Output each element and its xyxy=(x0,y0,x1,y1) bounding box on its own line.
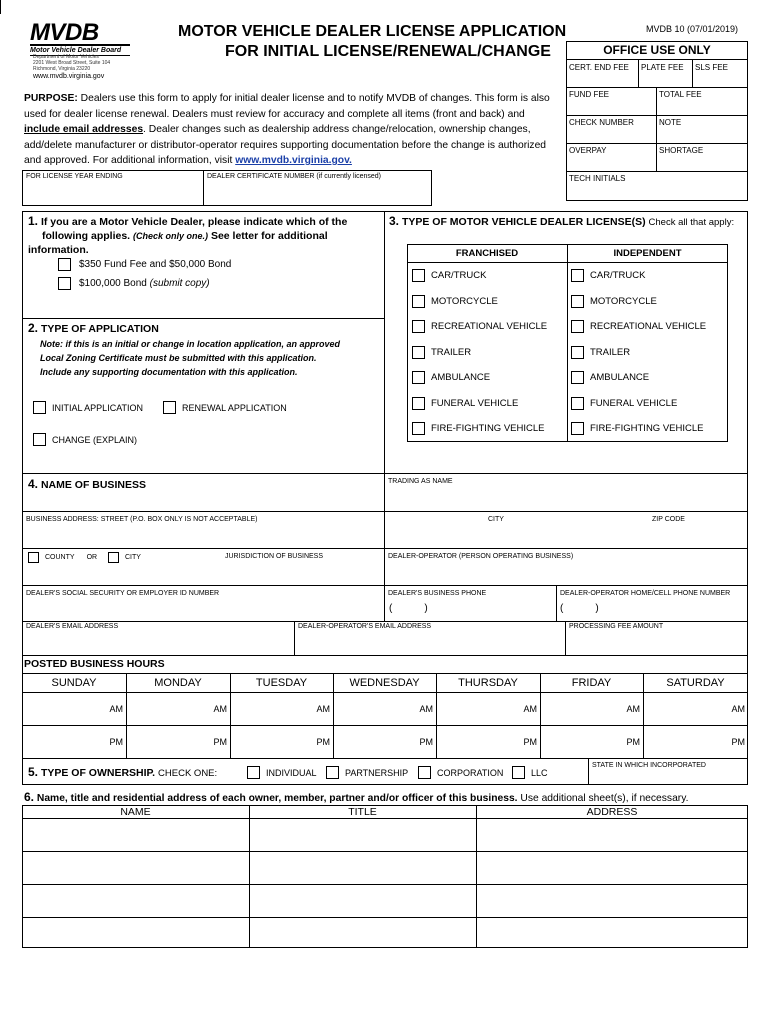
change-label: CHANGE (EXPLAIN) xyxy=(52,434,138,445)
day-saturday: SATURDAY xyxy=(666,677,725,689)
individual-checkbox[interactable] xyxy=(247,766,260,779)
friday-pm-field[interactable]: PM xyxy=(626,737,640,747)
thursday-am-field[interactable]: AM xyxy=(523,704,537,714)
independent-fire-fighting-vehicle-label: FIRE-FIGHTING VEHICLE xyxy=(590,423,704,434)
franchised-recreational-vehicle-option[interactable] xyxy=(412,320,547,333)
day-monday: MONDAY xyxy=(154,677,202,689)
initial-application-checkbox[interactable] xyxy=(33,401,46,414)
mvdb-logo xyxy=(30,19,130,56)
sunday-pm-field[interactable]: PM xyxy=(109,737,123,747)
partnership-option[interactable] xyxy=(326,766,408,779)
monday-pm-field[interactable]: PM xyxy=(213,737,227,747)
logo-text: MVDB xyxy=(30,19,99,46)
processing-fee-label: PROCESSING FEE AMOUNT xyxy=(569,623,664,630)
independent-trailer-checkbox[interactable] xyxy=(571,346,584,359)
franchised-motorcycle-label: MOTORCYCLE xyxy=(431,296,498,307)
franchised-car-truck-checkbox[interactable] xyxy=(412,269,425,282)
office-use-title: OFFICE USE ONLY xyxy=(603,43,711,57)
corporation-option[interactable] xyxy=(418,766,503,779)
fund-fee-bond-checkbox[interactable] xyxy=(58,258,71,271)
purpose-text1: Dealers use this form to apply for initial dealer license and to notify MVDB of changes. This form is also used for dealer license renewal. Dealers must review for accuracy and complete all items (front and back) and xyxy=(24,93,550,120)
franchised-fire-fighting-vehicle-checkbox[interactable] xyxy=(412,422,425,435)
fund-fee-bond-option[interactable] xyxy=(58,258,231,271)
day-wednesday: WEDNESDAY xyxy=(349,677,420,689)
ssn-ein-label: DEALER'S SOCIAL SECURITY OR EMPLOYER ID NUMBER xyxy=(26,590,220,597)
county-checkbox[interactable] xyxy=(28,552,39,563)
tech-initials-label: TECH INITIALS xyxy=(569,174,626,183)
friday-am-field[interactable]: AM xyxy=(626,704,640,714)
page-edge-mark xyxy=(0,0,1,14)
section3-heading: 3. TYPE OF MOTOR VEHICLE DEALER LICENSE(S) Check all that apply: xyxy=(389,214,735,228)
section6-heading: 6. Name, title and residential address of each owner, member, partner and/or officer of this business. Use additional sheet(s), if necessary. xyxy=(24,790,689,804)
tuesday-am-field[interactable]: AM xyxy=(316,704,330,714)
franchised-recreational-vehicle-label: RECREATIONAL VEHICLE xyxy=(431,321,548,332)
state-incorporated-label: STATE IN WHICH INCORPORATED xyxy=(592,762,706,769)
franchised-trailer-option[interactable] xyxy=(412,346,471,359)
franchised-header: FRANCHISED xyxy=(455,248,519,259)
corporation-label: CORPORATION xyxy=(437,767,504,778)
license-year-input[interactable] xyxy=(24,183,200,203)
tuesday-pm-field[interactable]: PM xyxy=(316,737,330,747)
day-sunday: SUNDAY xyxy=(51,677,97,689)
jurisdiction-label: JURISDICTION OF BUSINESS xyxy=(225,553,324,560)
city-checkbox[interactable] xyxy=(108,552,119,563)
operator-email-label: DEALER-OPERATOR'S EMAIL ADDRESS xyxy=(298,623,432,630)
cert-number-label: DEALER CERTIFICATE NUMBER (if currently licensed) xyxy=(207,173,381,180)
section4-heading: 4. NAME OF BUSINESS xyxy=(28,477,146,491)
or-label: OR xyxy=(86,554,98,561)
cert-number-input[interactable] xyxy=(205,183,429,203)
section1-heading: 1. If you are a Motor Vehicle Dealer, please indicate which of the following applies. (Check only one.) See letter for additional information. xyxy=(28,214,348,256)
independent-motorcycle-label: MOTORCYCLE xyxy=(590,296,657,307)
business-phone-area[interactable]: ( ) xyxy=(389,603,428,614)
change-option[interactable] xyxy=(33,433,137,446)
franchised-funeral-vehicle-checkbox[interactable] xyxy=(412,397,425,410)
franchised-funeral-vehicle-label: FUNERAL VEHICLE xyxy=(431,398,519,409)
independent-car-truck-option[interactable] xyxy=(571,269,645,282)
owners-table xyxy=(22,805,748,948)
address-line3: Richmond, Virginia 23220 xyxy=(33,66,91,72)
purpose-text2: . Dealer changes such as dealership address change/relocation, ownership changes, add/delete manufacturer or distributor-operator requires supporting documentation before the change is authorized and approved. For additional information, visit xyxy=(24,124,547,166)
change-checkbox[interactable] xyxy=(33,433,46,446)
trading-as-label: TRADING AS NAME xyxy=(388,478,453,485)
logo-subtitle: Motor Vehicle Dealer Board xyxy=(30,44,130,56)
address-line1: Department of Motor Vehicles xyxy=(33,54,99,60)
llc-checkbox[interactable] xyxy=(512,766,525,779)
independent-car-truck-checkbox[interactable] xyxy=(571,269,584,282)
franchised-ambulance-label: AMBULANCE xyxy=(431,372,491,383)
county-label: COUNTY xyxy=(45,554,75,561)
form-number: MVDB 10 (07/01/2019) xyxy=(646,24,739,34)
owners-col-title: TITLE xyxy=(348,806,377,818)
section2-heading: 2. TYPE OF APPLICATION xyxy=(28,321,159,335)
business-phone-label: DEALER'S BUSINESS PHONE xyxy=(388,590,487,597)
operator-phone-area[interactable]: ( ) xyxy=(560,603,599,614)
independent-motorcycle-option[interactable] xyxy=(571,295,657,308)
independent-funeral-vehicle-checkbox[interactable] xyxy=(571,397,584,410)
board-address xyxy=(33,54,110,72)
independent-ambulance-option[interactable] xyxy=(571,371,649,384)
board-website: www.mvdb.virginia.gov xyxy=(33,73,105,80)
purpose-label: PURPOSE: xyxy=(24,93,78,104)
business-hours-title: POSTED BUSINESS HOURS xyxy=(24,658,165,670)
cert-end-fee-label: CERT. END FEE xyxy=(569,63,629,72)
plate-fee-label: PLATE FEE xyxy=(641,63,684,72)
independent-ambulance-label: AMBULANCE xyxy=(590,372,650,383)
check-number-label: CHECK NUMBER xyxy=(569,118,634,127)
independent-recreational-vehicle-checkbox[interactable] xyxy=(571,320,584,333)
city-option[interactable] xyxy=(108,552,141,563)
llc-option[interactable] xyxy=(512,766,548,779)
independent-recreational-vehicle-label: RECREATIONAL VEHICLE xyxy=(590,321,707,332)
purpose-paragraph xyxy=(24,91,554,169)
zip-label: ZIP CODE xyxy=(652,516,685,523)
independent-header: INDEPENDENT xyxy=(613,248,682,259)
license-year-label: FOR LICENSE YEAR ENDING xyxy=(26,173,123,180)
independent-funeral-vehicle-option[interactable] xyxy=(571,397,677,410)
mvdb-website-link[interactable]: www.mvdb.virginia.gov. xyxy=(235,155,352,166)
purpose-emphasis: include email addresses xyxy=(24,124,144,135)
day-friday: FRIDAY xyxy=(571,677,612,689)
business-address-label: BUSINESS ADDRESS: STREET (P.O. BOX ONLY IS NOT ACCEPTABLE) xyxy=(26,516,258,523)
partnership-checkbox[interactable] xyxy=(326,766,339,779)
franchised-car-truck-label: CAR/TRUCK xyxy=(431,270,487,281)
dealer-email-label: DEALER'S EMAIL ADDRESS xyxy=(26,623,119,630)
independent-car-truck-label: CAR/TRUCK xyxy=(590,270,646,281)
renewal-application-option[interactable] xyxy=(163,401,287,414)
corporation-checkbox[interactable] xyxy=(418,766,431,779)
franchised-car-truck-option[interactable] xyxy=(412,269,486,282)
independent-fire-fighting-vehicle-checkbox[interactable] xyxy=(571,422,584,435)
owners-col-address: ADDRESS xyxy=(586,806,638,818)
franchised-fire-fighting-vehicle-option[interactable] xyxy=(412,422,544,435)
section2-note: Note: if this is an initial or change in location application, an approved Local Zoning Certificate must be submitted with this application. Include any supporting documentation with this application. xyxy=(40,339,341,377)
franchised-recreational-vehicle-checkbox[interactable] xyxy=(412,320,425,333)
section5-heading: 5. TYPE OF OWNERSHIP. CHECK ONE: xyxy=(28,765,218,779)
franchised-motorcycle-checkbox[interactable] xyxy=(412,295,425,308)
monday-am-field[interactable]: AM xyxy=(213,704,227,714)
renewal-application-label: RENEWAL APPLICATION xyxy=(182,402,287,413)
overpay-label: OVERPAY xyxy=(569,146,607,155)
form-title-line2: FOR INITIAL LICENSE/RENEWAL/CHANGE xyxy=(225,43,551,60)
fund-fee-bond-label: $350 Fund Fee and $50,000 Bond xyxy=(79,259,232,270)
franchised-funeral-vehicle-option[interactable] xyxy=(412,397,518,410)
saturday-pm-field[interactable]: PM xyxy=(731,737,745,747)
shortage-label: SHORTAGE xyxy=(659,146,704,155)
city-label: CITY xyxy=(488,516,504,523)
day-tuesday: TUESDAY xyxy=(255,677,308,689)
dealer-operator-label: DEALER-OPERATOR (PERSON OPERATING BUSINESS) xyxy=(388,553,574,560)
franchised-fire-fighting-vehicle-label: FIRE-FIGHTING VEHICLE xyxy=(431,423,545,434)
initial-application-option[interactable] xyxy=(33,401,143,414)
partnership-label: PARTNERSHIP xyxy=(345,767,409,778)
franchised-ambulance-option[interactable] xyxy=(412,371,490,384)
franchised-ambulance-checkbox[interactable] xyxy=(412,371,425,384)
saturday-am-field[interactable]: AM xyxy=(731,704,745,714)
form-title-line1: MOTOR VEHICLE DEALER LICENSE APPLICATION xyxy=(178,23,567,40)
day-thursday: THURSDAY xyxy=(458,677,518,689)
individual-option[interactable] xyxy=(247,766,317,779)
franchised-motorcycle-option[interactable] xyxy=(412,295,498,308)
total-fee-label: TOTAL FEE xyxy=(659,90,702,99)
owners-col-name: NAME xyxy=(120,806,151,818)
independent-recreational-vehicle-option[interactable] xyxy=(571,320,706,333)
franchised-trailer-checkbox[interactable] xyxy=(412,346,425,359)
initial-application-label: INITIAL APPLICATION xyxy=(52,402,144,413)
sls-fee-label: SLS FEE xyxy=(695,63,728,72)
independent-fire-fighting-vehicle-option[interactable] xyxy=(571,422,703,435)
independent-funeral-vehicle-label: FUNERAL VEHICLE xyxy=(590,398,678,409)
independent-trailer-option[interactable] xyxy=(571,346,630,359)
fund-fee-label: FUND FEE xyxy=(569,90,609,99)
bond-100k-checkbox[interactable] xyxy=(58,277,71,290)
llc-label: LLC xyxy=(531,767,548,778)
renewal-application-checkbox[interactable] xyxy=(163,401,176,414)
operator-phone-label: DEALER-OPERATOR HOME/CELL PHONE NUMBER xyxy=(560,590,731,597)
note-label: NOTE xyxy=(659,118,682,127)
bond-100k-option[interactable] xyxy=(58,277,210,290)
thursday-pm-field[interactable]: PM xyxy=(523,737,537,747)
independent-motorcycle-checkbox[interactable] xyxy=(571,295,584,308)
city-option-label: CITY xyxy=(125,554,141,561)
wednesday-pm-field[interactable]: PM xyxy=(419,737,433,747)
independent-trailer-label: TRAILER xyxy=(590,347,631,358)
individual-label: INDIVIDUAL xyxy=(266,767,317,778)
sunday-am-field[interactable]: AM xyxy=(109,704,123,714)
independent-ambulance-checkbox[interactable] xyxy=(571,371,584,384)
county-option[interactable] xyxy=(28,552,97,563)
bond-100k-label: $100,000 Bond (submit copy) xyxy=(79,278,210,289)
franchised-trailer-label: TRAILER xyxy=(431,347,472,358)
wednesday-am-field[interactable]: AM xyxy=(419,704,433,714)
address-line2: 2201 West Broad Street, Suite 104 xyxy=(33,60,111,66)
